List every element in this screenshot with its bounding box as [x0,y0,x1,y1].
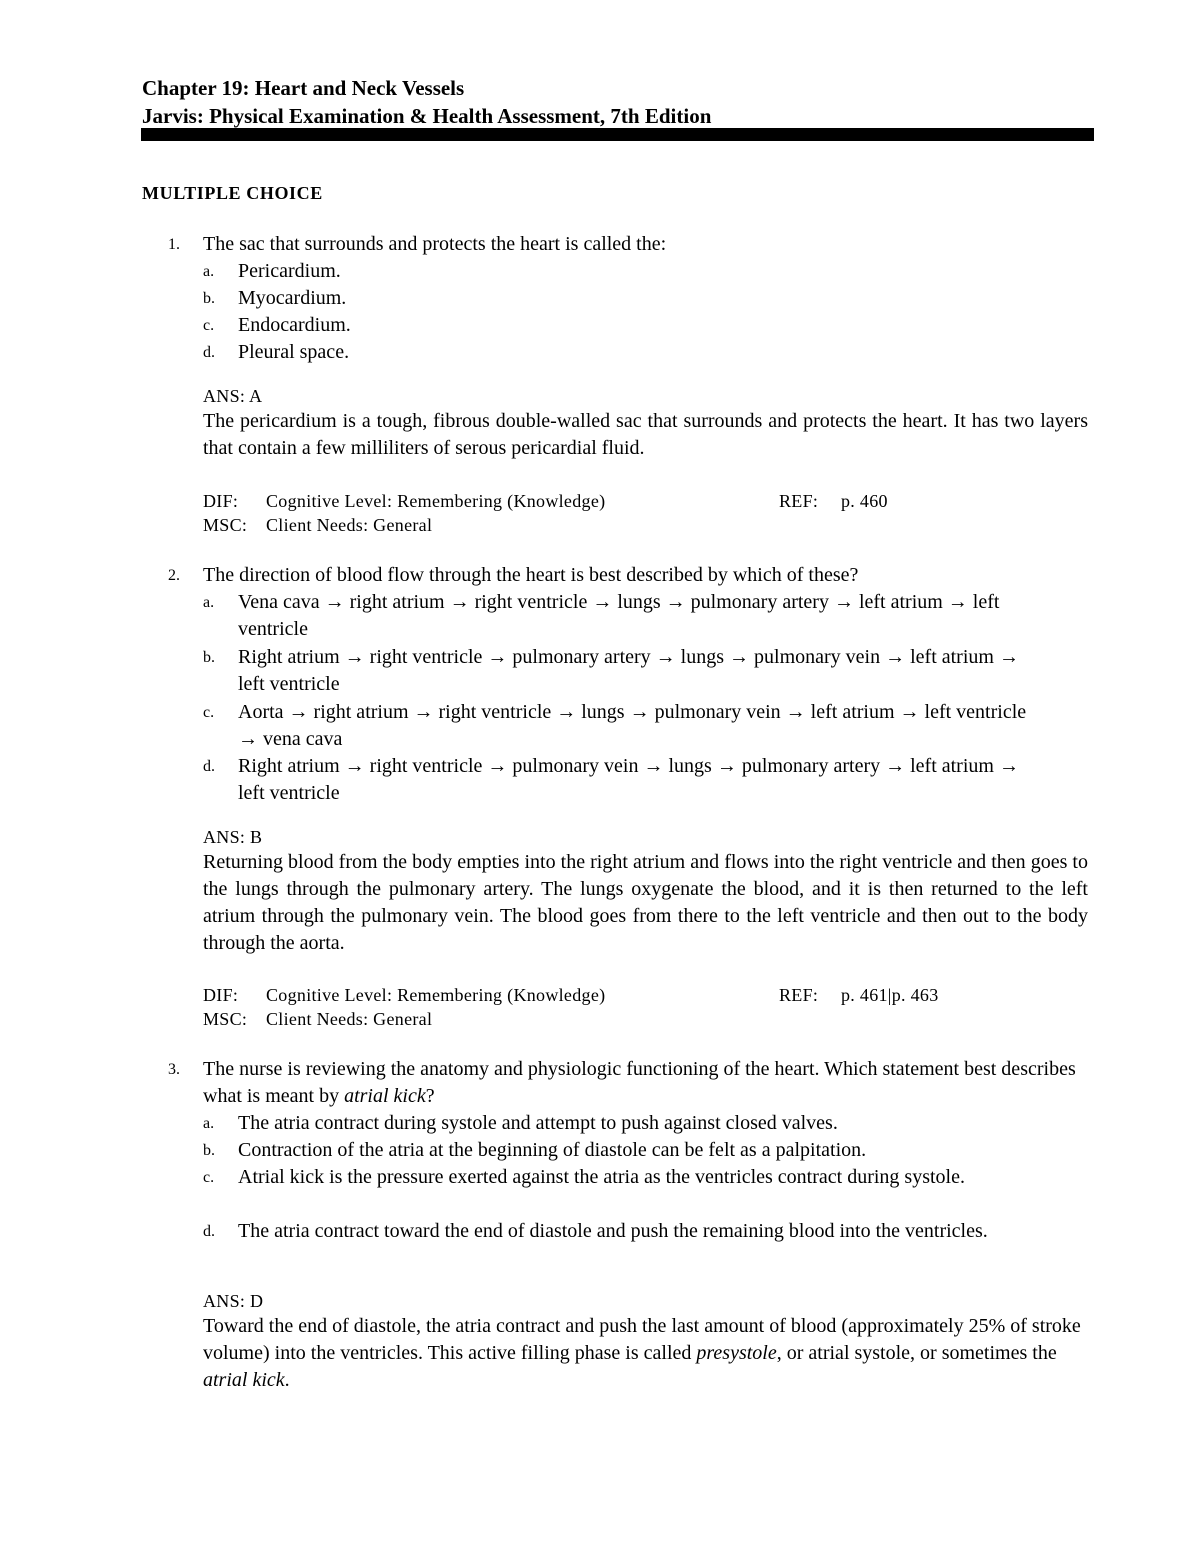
option-text: Right atrium → right ventricle → pulmonary artery → lungs → pulmonary vein → left atrium → left ventricle [238,646,1019,695]
option-letter: d. [203,344,215,361]
question-number: 1. [168,236,180,253]
option-text: The atria contract during systole and attempt to push against closed valves. [238,1112,838,1134]
option-letter: b. [203,649,215,666]
stem-text-end: ? [425,1085,435,1107]
answer-key: ANS: D [203,1291,264,1311]
rationale [203,1313,1088,1394]
msc-label: MSC: [203,515,248,535]
question-stem [203,1056,1098,1110]
option-text: Contraction of the atria at the beginning of diastole can be felt as a palpitation. [238,1139,867,1161]
rationale: The pericardium is a tough, fibrous double-walled sac that surrounds and protects the heart. It has two layers that contain a few milliliters of serous pericardial fluid. [203,410,1088,459]
dif-value: Cognitive Level: Remembering (Knowledge) [266,985,606,1005]
option-letter: d. [203,1223,215,1240]
option-text: Pleural space. [238,341,350,363]
question-stem: The direction of blood flow through the heart is best described by which of these? [203,564,859,586]
option-text: Endocardium. [238,314,351,336]
option-letter: b. [203,1142,215,1159]
option-text: Atrial kick is the pressure exerted against the atria as the ventricles contract during systole. [238,1166,965,1188]
header-rule [141,128,1094,141]
question-stem: The sac that surrounds and protects the heart is called the: [203,233,667,255]
option-text: Vena cava → right atrium → right ventricle → lungs → pulmonary artery → left atrium → left ventricle [238,591,1000,640]
dif-label: DIF: [203,491,239,511]
option-text: Right atrium → right ventricle → pulmonary vein → lungs → pulmonary artery → left atrium → left ventricle [238,755,1019,804]
ref-value: p. 460 [841,491,888,511]
ref-value: p. 461|p. 463 [841,985,939,1005]
rationale-text: , or atrial systole, or sometimes the [776,1342,1057,1364]
answer-key: ANS: A [203,386,263,406]
rationale: Returning blood from the body empties into the right atrium and flows into the right ventricle and then goes to the lungs through the pulmonary artery. The lungs oxygenate the blood, and it is then returned to the left atrium through the pulmonary vein. The blood goes from there to the left ventricle and then out to the body through the aorta. [203,851,1088,954]
option-text: The atria contract toward the end of diastole and push the remaining blood into the ventricles. [238,1220,988,1242]
option-letter: a. [203,1115,215,1132]
msc-value: Client Needs: General [266,515,433,535]
rationale-italic-term: atrial kick [203,1369,285,1391]
option-letter: c. [203,704,215,721]
ref-label: REF: [779,985,819,1005]
book-title: Jarvis: Physical Examination & Health Assessment, 7th Edition [142,104,712,128]
option-letter: c. [203,317,215,334]
dif-label: DIF: [203,985,239,1005]
option-letter: c. [203,1169,215,1186]
chapter-title: Chapter 19: Heart and Neck Vessels [142,76,465,100]
question-number: 2. [168,567,180,584]
option-letter: a. [203,594,215,611]
stem-text: The nurse is reviewing the anatomy and physiologic functioning of the heart. Which statement best describes what is meant by [203,1058,1076,1107]
option-letter: d. [203,758,215,775]
option-letter: a. [203,263,215,280]
dif-value: Cognitive Level: Remembering (Knowledge) [266,491,606,511]
answer-key: ANS: B [203,827,263,847]
msc-label: MSC: [203,1009,248,1029]
option-text: Myocardium. [238,287,347,309]
ref-label: REF: [779,491,819,511]
rationale-text: Toward the end of diastole, the atria contract and push the last amount of blood (approximately 25% of stroke volume) into the ventricles. This active filling phase is called [203,1315,1081,1364]
option-text: Aorta → right atrium → right ventricle → lungs → pulmonary vein → left atrium → left ventricle → vena cava [238,701,1027,750]
question-number: 3. [168,1061,180,1078]
rationale-text: . [284,1369,290,1391]
section-heading: MULTIPLE CHOICE [142,183,323,203]
rationale-italic-term: presystole [696,1342,777,1364]
option-text: Pericardium. [238,260,341,282]
msc-value: Client Needs: General [266,1009,433,1029]
stem-italic-term: atrial kick [344,1085,426,1107]
option-letter: b. [203,290,215,307]
